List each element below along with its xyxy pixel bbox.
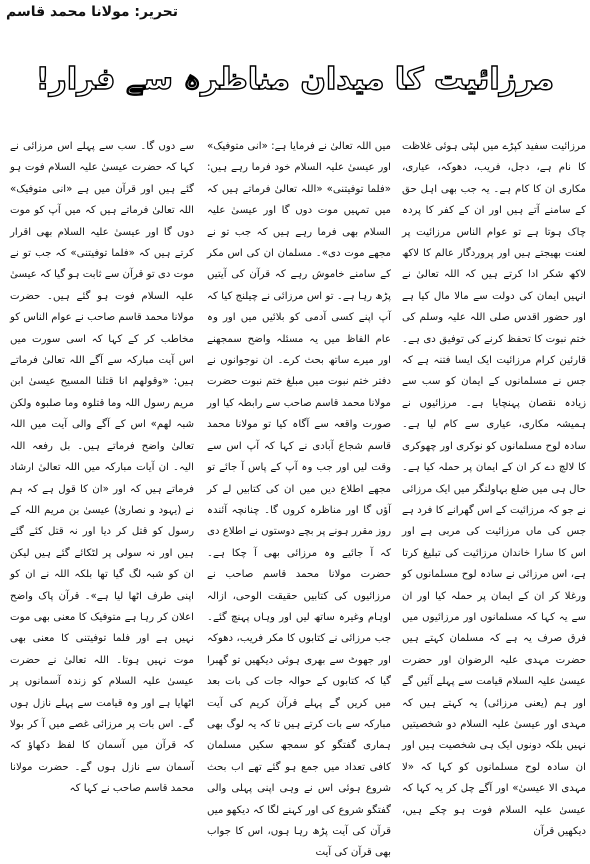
column-middle [207, 136, 391, 859]
column-right [402, 136, 586, 837]
column-text: مرزائیت سفید کپڑے میں لپٹی ہوئی غلاظت کا نام ہے، دجل، فریب، دھوکہ، عیاری، مکاری ان کا کام ہے۔ یہ جب بھی اہل حق کے سامنے آتے ہیں اور ان کے کفر کا پردہ چاک ہوتا ہے تو عوام الناس مرزائیت پر لعنت بھیجتے ہیں اور پروردگار عالم کا لاکھ لاکھ شکر ادا کرتے ہیں کہ اللہ تعالیٰ نے انہیں ایمان کی دولت سے مالا مال کیا ہے اور حضور اقدس صلی اللہ علیہ وسلم کی ختم نبوت کا تحفظ کرنے کی توفیق دی ہے۔ قارئین کرام مرزائیت ایک ایسا فتنہ ہے کہ جس نے مسلمانوں کے ایمان کو سب سے زیادہ نقصان پہنچایا ہے۔ مرزائیوں نے ہمیشہ مکاری، عیاری سے کام لیا ہے۔ سادہ لوح مسلمانوں کو نوکری اور چھوکری کا لالچ دے کر ان کے ایمان پر حملہ کیا ہے۔ حال ہی میں ضلع بہاولنگر میں ایک مرزائی نے جو کہ مرزائیت کے اس گھرانے کا فرد ہے جس کی ماں مرزائیت کی مربی ہے اور اس کا سارا خاندان مرزائیت کی تبلیغ کرتا ہے، اس مرزائی نے سادہ لوح مسلمانوں کو ورغلا کر ان کے ایمان پر حملہ کیا اور ان سے یہ کہا کہ مسلمانوں اور مرزائیوں میں فرق صرف یہ ہے کہ مسلمان کہتے ہیں حضرت مہدی علیہ الرضوان اور حضرت عیسیٰ علیہ السلام قیامت سے پہلے آئیں گے اور ہم (یعنی مرزائی) یہ کہتے ہیں کہ مہدی اور عیسیٰ علیہ السلام دو شخصیتیں نہیں بلکہ دونوں ایک ہی شخصیت ہیں اور ان سادہ لوح مسلمانوں کو کہا کہ «لا مہدی الا عیسیٰ» اور آگے چل کر یہ کہا کہ عیسیٰ علیہ السلام فوت ہو چکے ہیں، دیکھیں قرآن [402, 141, 586, 837]
column-text: میں اللہ تعالیٰ نے فرمایا ہے: «انی متوفیک» اور عیسیٰ علیہ السلام خود فرما رہے ہیں: «فلما توفیتنی» «اللہ تعالیٰ فرماتے ہیں کہ میں تمہیں موت دوں گا اور عیسیٰ علیہ السلام بھی فرما رہے ہیں کہ جب تو نے مجھے موت دی»۔ مسلمان ان کی اس مکر کے سامنے خاموش رہے کہ قرآن کی آیتیں پڑھ رہا ہے۔ تو اس مرزائی نے چیلنج کیا کہ آپ اپنے کسی آدمی کو بلائیں میں اور وہ عام الفاظ میں یہ مسئلہ واضح سمجھنے اور میرے ساتھ بحث کرے۔ ان نوجوانوں نے دفتر ختم نبوت میں مبلغ ختم نبوت حضرت مولانا محمد قاسم صاحب سے رابطہ کیا اور صورت واقعہ سے آگاہ کیا تو مولانا محمد قاسم شجاع آبادی نے کہا کہ آپ اس سے وقت لیں اور جب وہ آپ کے پاس آ جائے تو مجھے اطلاع دیں میں ان کی کتابیں لے کر آؤں گا اور مناظرہ کروں گا۔ چنانچہ آئندہ روز مقرر ہونے پر بچے دوستوں نے اطلاع دی کہ آ جائیے وہ مرزائی بھی آ چکا ہے۔ حضرت مولانا محمد قاسم صاحب نے مرزائیوں کی کتابیں حقیقت الوحی، ازالہ اوہام وغیرہ ساتھ لیں اور وہاں پہنچ گئے۔ جب مرزائی نے کتابوں کا مکر فریب، دھوکہ اور جھوٹ سے بھری ہوئی دیکھیں تو گھبرا گیا کہ کتابوں کے حوالہ جات کی بات بعد میں کریں گے پہلے قرآن کریم کی آیت مبارکہ سے بات کرتے ہیں تا کہ یہ لوگ بھی ہماری گفتگو کو سمجھ سکیں مسلمان کافی تعداد میں جمع ہو گئے تھے اب بحث شروع ہوئی اس نے وہی اپنی پہلی والی گفتگو شروع کی اور کہنے لگا کہ دیکھو میں قرآن کی آیت پڑھ رہا ہوں، اس کا جواب بھی قرآن کی آیت [207, 141, 391, 859]
column-text: سے دوں گا۔ سب سے پہلے اس مرزائی نے کہا کہ حضرت عیسیٰ علیہ السلام فوت ہو گئے ہیں اور قرآن میں ہے «انی متوفیک» اللہ تعالیٰ فرماتے ہیں کہ میں آپ کو موت دوں گا اور عیسیٰ علیہ السلام بھی اقرار کرتے ہیں کہ «فلما توفیتنی» کہ جب تو نے موت دی تو قرآن سے ثابت ہو گیا کہ عیسیٰ علیہ السلام فوت ہو گئے ہیں۔ حضرت مولانا محمد قاسم صاحب نے عوام الناس کو مخاطب کر کے کہا کہ اسی سورت میں اس آیت مبارکہ سے آگے اللہ تعالیٰ فرماتے ہیں: «وقولھم انا قتلنا المسیح عیسیٰ ابن مریم رسول اللہ وما قتلوہ وما صلبوہ ولکن شبہ لھم» اس کے آگے والی آیت میں اللہ تعالیٰ واضح فرماتے ہیں۔ بل رفعہ اللہ الیہ۔ ان آیات مبارکہ میں اللہ تعالیٰ ارشاد فرماتے ہیں کہ اور «ان کا قول ہے کہ ہم نے (یہود و نصاریٰ) عیسیٰ بن مریم اللہ کے رسول کو قتل کر دیا اور نہ قتل کئے گئے ہیں اور نہ سولی پر لٹکائے گئے ہیں لیکن ان کو شبہ لگ گیا تھا بلکہ اللہ نے ان کو اپنی طرف اٹھا لیا ہے»۔ قرآن پاک واضح اعلان کر رہا ہے متوفیک کا معنی بھی موت نہیں ہے اور فلما توفیتنی کا معنی بھی موت نہیں ہوتا۔ اللہ تعالیٰ نے حضرت عیسیٰ علیہ السلام کو زندہ آسمانوں پر اٹھایا ہے اور وہ قیامت سے پہلے نازل ہوں گے۔ اس بات پر مرزائی غصے میں آ کر بولا کہ قرآن میں آسمان کا لفظ دکھاؤ کہ آسمان سے نازل ہوں گے۔ حضرت مولانا محمد قاسم صاحب نے کہا کہ [10, 141, 194, 795]
article-title: مرزائیت کا میدان مناظرہ سے فرار! [35, 62, 555, 97]
byline: تحریر: مولانا محمد قاسم [6, 4, 179, 20]
column-left [10, 136, 194, 795]
